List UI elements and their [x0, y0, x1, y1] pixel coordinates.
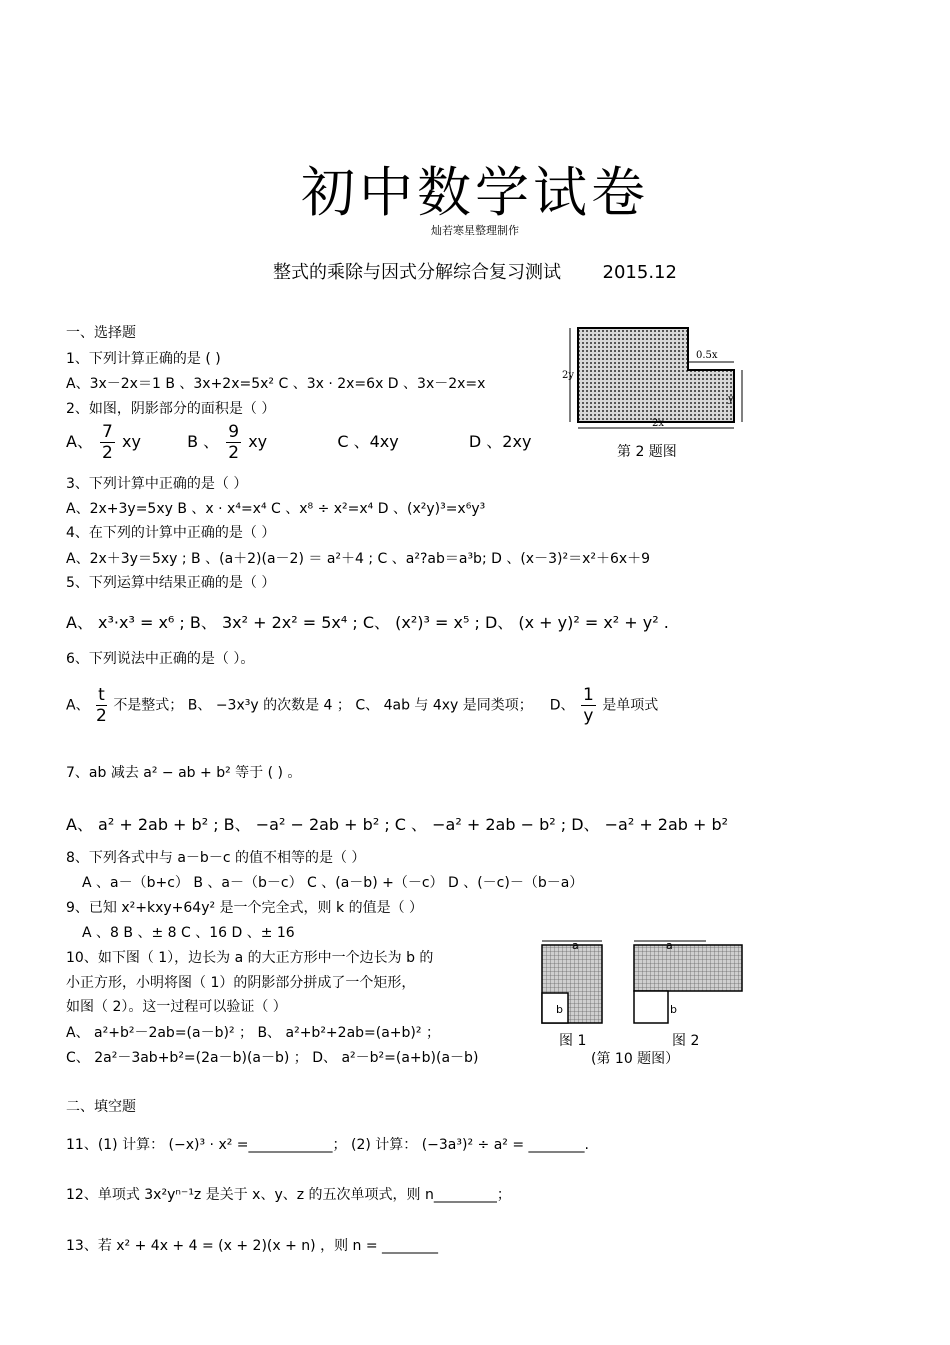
q10-fig2-small-square	[634, 991, 668, 1023]
q10-fig2-rectangle	[634, 945, 742, 991]
q6-a-text: 不是整式；	[113, 697, 184, 714]
q2-b-num: 9	[228, 422, 240, 442]
q10-fig1-small-square	[542, 993, 568, 1023]
q12-text: 12、单项式 3x²yⁿ⁻¹z 是关于 x、y、z 的五次单项式，则 n_________；	[66, 1187, 511, 1203]
q7-stem: 7、ab 减去 a² − ab + b² 等于 ( ) 。	[66, 765, 302, 781]
q2-a-num: 7	[102, 422, 113, 442]
q6-stem: 6、下列说法中正确的是（ ）。	[66, 651, 255, 667]
q6-options	[66, 685, 658, 726]
q10-options-ab: A、 a²+b²－2ab=(a－b)² ； B、 a²+b²+2ab=(a+b)² ；	[66, 1025, 440, 1041]
q7-options: A、 a² + 2ab + b² ; B、 −a² − 2ab + b² ; C 、 −a² + 2ab − b² ; D、 −a² + 2ab + b²	[66, 815, 729, 834]
q1-stem: 1、下列计算正确的是 ( )	[66, 351, 221, 367]
test-title: 整式的乘除与因式分解综合复习测试	[273, 262, 562, 283]
test-date: 2015.12	[602, 262, 677, 283]
q2-a-fraction	[100, 422, 115, 463]
q2-shaded-shape	[578, 328, 734, 422]
q2-label-05x: 0.5x	[696, 350, 718, 361]
q11-text: 11、(1) 计算： (−x)³ · x² =____________； (2) 计算： (−3a³)² ÷ a² = ________.	[66, 1137, 589, 1153]
q10-fig1-caption: 图 1	[559, 1033, 587, 1049]
q10-options-cd: C、 2a²－3ab+b²=(2a－b)(a－b) ； D、 a²－b²=(a+b)(a－b)	[66, 1050, 479, 1066]
q9-stem: 9、已知 x²+kxy+64y² 是一个完全式，则 k 的值是（ ）	[66, 900, 424, 916]
q6-c: C、 4ab 与 4xy 是同类项；	[355, 697, 533, 714]
q2-c: C 、4xy	[337, 432, 399, 451]
q2-figure	[562, 322, 752, 437]
q6-a-fraction	[96, 685, 107, 726]
q10-fig2-label-a: a	[666, 939, 673, 952]
q2-label-y: y	[728, 394, 734, 405]
q2-b-var: xy	[248, 432, 268, 451]
test-heading	[0, 258, 950, 284]
section1-heading: 一、选择题	[66, 325, 136, 341]
q2-b-fraction	[226, 422, 241, 463]
q8-options: A 、a－（b+c） B 、a－（b－c） C 、(a－b) +（－c） D 、(－c)－（b－a）	[82, 875, 584, 891]
q6-b: B、 −3x³y 的次数是 4 ；	[187, 697, 351, 714]
q8-stem: 8、下列各式中与 a－b－c 的值不相等的是（ ）	[66, 850, 366, 866]
q10-fig1-label-a: a	[572, 939, 579, 952]
q6-d-fraction	[581, 685, 596, 726]
q6-d-text: 是单项式	[602, 697, 659, 714]
q5-stem: 5、下列运算中结果正确的是（ ）	[66, 575, 276, 591]
q6-a-label: A、	[66, 697, 90, 714]
q10-fig2-caption: 图 2	[672, 1033, 700, 1049]
q1-options: A、3x－2x＝1 B 、3x+2x=5x² C 、3x · 2x=6x D 、3x－2x=x	[66, 376, 486, 392]
paper-title: 初中数学试卷	[301, 161, 649, 224]
q2-stem: 2、如图，阴影部分的面积是（ ）	[66, 401, 276, 417]
q4-stem: 4、在下列的计算中正确的是（ ）	[66, 525, 276, 541]
q2-a-label: A、	[66, 432, 93, 451]
q10-line2: 小正方形，小明将图（ 1）的阴影部分拼成了一个矩形，	[66, 975, 416, 991]
q2-a-var: xy	[121, 432, 141, 451]
q6-d-label: D、	[549, 697, 575, 714]
q9-options: A 、8 B 、± 8 C 、16 D 、± 16	[82, 925, 295, 941]
q2-b-den: 2	[228, 443, 240, 463]
q6-d-num: 1	[582, 685, 594, 705]
q10-line1: 10、如下图（ 1），边长为 a 的大正方形中一个边长为 b 的	[66, 950, 434, 966]
q2-label-2y: 2y	[562, 370, 575, 381]
q3-options: A、2x+3y=5xy B 、x · x⁴=x⁴ C 、x⁸ ÷ x²=x⁴ D 、(x²y)³=x⁶y³	[66, 501, 486, 517]
q5-options: A、 x³·x³ = x⁶ ; B、 3x² + 2x² = 5x⁴ ; C、 (x²)³ = x⁵ ; D、 (x + y)² = x² + y² .	[66, 613, 669, 632]
q4-options: A、2x＋3y＝5xy ; B 、(a＋2)(a－2) ＝ a²＋4 ; C 、a²?ab＝a³b; D 、(x－3)²＝x²＋6x＋9	[66, 551, 651, 567]
q6-a-num: t	[96, 685, 107, 706]
q10-figure-caption: (第 10 题图）	[591, 1051, 680, 1067]
q2-label-2x: 2x	[652, 418, 665, 429]
q2-figure-caption: 第 2 题图	[617, 444, 677, 460]
q3-stem: 3、下列计算中正确的是（ ）	[66, 476, 248, 492]
paper-subtitle: 灿若寒星整理制作	[431, 224, 519, 237]
q10-fig2-label-b: b	[670, 1003, 677, 1016]
q2-options	[66, 422, 531, 463]
q10-figure2	[630, 935, 746, 1027]
q10-line3: 如图（ 2）。这一过程可以验证（ ）	[66, 999, 287, 1015]
q10-fig1-label-b: b	[556, 1003, 563, 1016]
section2-heading: 二、填空题	[66, 1099, 136, 1115]
q2-b-label: B 、	[187, 432, 220, 451]
q13-text: 13、若 x² + 4x + 4 = (x + 2)(x + n) ，则 n = ________	[66, 1238, 439, 1254]
q10-figure1	[538, 935, 608, 1027]
q2-d: D 、2xy	[468, 432, 532, 451]
q6-d-den: y	[583, 706, 594, 726]
q6-a-den: 2	[96, 706, 107, 726]
q2-a-den: 2	[102, 443, 113, 463]
